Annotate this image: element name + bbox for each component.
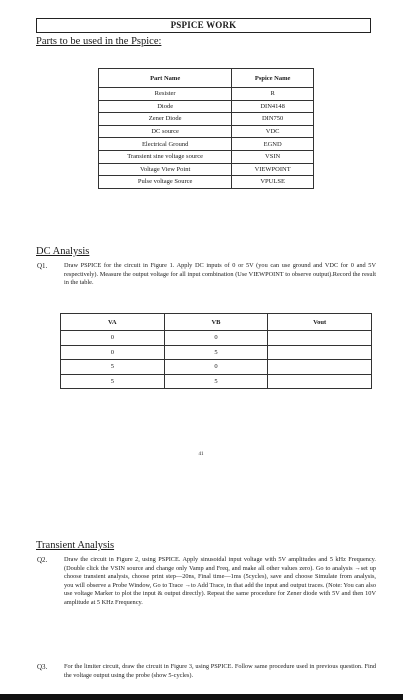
bottom-edge-bar [0,694,403,700]
parts-col-part-name: Part Name [99,69,232,88]
table-row [99,150,314,163]
pspice-name-cell: R [232,88,314,101]
vout-cell [268,360,372,375]
pspice-name-cell: EGND [232,138,314,151]
dc-table-header-row [61,314,372,331]
va-cell: 0 [61,331,165,346]
question-1-text: Draw PSPICE for the circuit in Figure 1. Apply DC inputs of 0 or 5V (you can use ground and VDC for 0 and 5V respectively). Measure the output voltage for all input combination (Use VIEWPOINT to observe output).Record the result in the table. [64,262,376,287]
question-1-label: Q1. [37,262,48,270]
part-name-cell: Voltage View Point [99,163,232,176]
table-row [99,138,314,151]
pspice-name-cell: VSIN [232,150,314,163]
pspice-name-cell: DIN4148 [232,100,314,113]
parts-table [98,68,314,189]
vb-cell: 5 [164,345,268,360]
dc-analysis-heading: DC Analysis [36,246,90,257]
page-number: 41 [198,452,204,457]
pspice-name-cell: DIN750 [232,113,314,126]
table-row [99,163,314,176]
part-name-cell: Resister [99,88,232,101]
dc-results-table [60,313,372,389]
parts-table-header-row [99,69,314,88]
table-row [61,331,372,346]
col-vb: VB [164,314,268,331]
va-cell: 5 [61,374,165,389]
parts-heading: Parts to be used in the Pspice: [36,36,162,47]
question-3-text: For the limiter circuit, draw the circuit in Figure 3, using PSPICE. Follow same procedure used in previous question. Find the voltage output using the probe (show 5-cycles). [64,663,376,679]
question-3-label: Q3. [37,663,48,671]
col-va: VA [61,314,165,331]
vb-cell: 0 [164,331,268,346]
pspice-name-cell: VIEWPOINT [232,163,314,176]
table-row [61,360,372,375]
document-title: PSPICE WORK [36,18,371,33]
va-cell: 0 [61,345,165,360]
pspice-name-cell: VDC [232,125,314,138]
question-2-label: Q2. [37,556,48,564]
table-row [99,125,314,138]
parts-col-pspice-name: Pspice Name [232,69,314,88]
part-name-cell: Zener Diode [99,113,232,126]
transient-analysis-heading: Transient Analysis [36,540,115,551]
table-row [99,113,314,126]
part-name-cell: Pulse voltage Source [99,176,232,189]
table-row [99,100,314,113]
table-row [61,374,372,389]
vb-cell: 0 [164,360,268,375]
vb-cell: 5 [164,374,268,389]
part-name-cell: Diode [99,100,232,113]
question-2-text: Draw the circuit in Figure 2, using PSPICE. Apply sinusoidal input voltage with 5V amplitudes and 5 kHz Frequency. (Double click the VSIN source and change only Vamp and Freq, and make all other values zero). Go to analysis →set up choose transient analysis, choose print step—20ns, Final time—1ms (5cycles), save and choose Simulate from analysis, you will observe a Probe Window, Go to Trace →to Add Trace, in that add the input and output traces. (Note: You can also use voltage Marker to plot the input & output directly). Repeat the same procedure for Zener diode with 5V and then 10V amplitude at 5 KHz Frequency. [64,556,376,606]
table-row [99,88,314,101]
part-name-cell: Electrical Ground [99,138,232,151]
vout-cell [268,331,372,346]
part-name-cell: DC source [99,125,232,138]
table-row [61,345,372,360]
vout-cell [268,374,372,389]
vout-cell [268,345,372,360]
table-row [99,176,314,189]
va-cell: 5 [61,360,165,375]
col-vout: Vout [268,314,372,331]
part-name-cell: Transient sine voltage source [99,150,232,163]
pspice-name-cell: VPULSE [232,176,314,189]
